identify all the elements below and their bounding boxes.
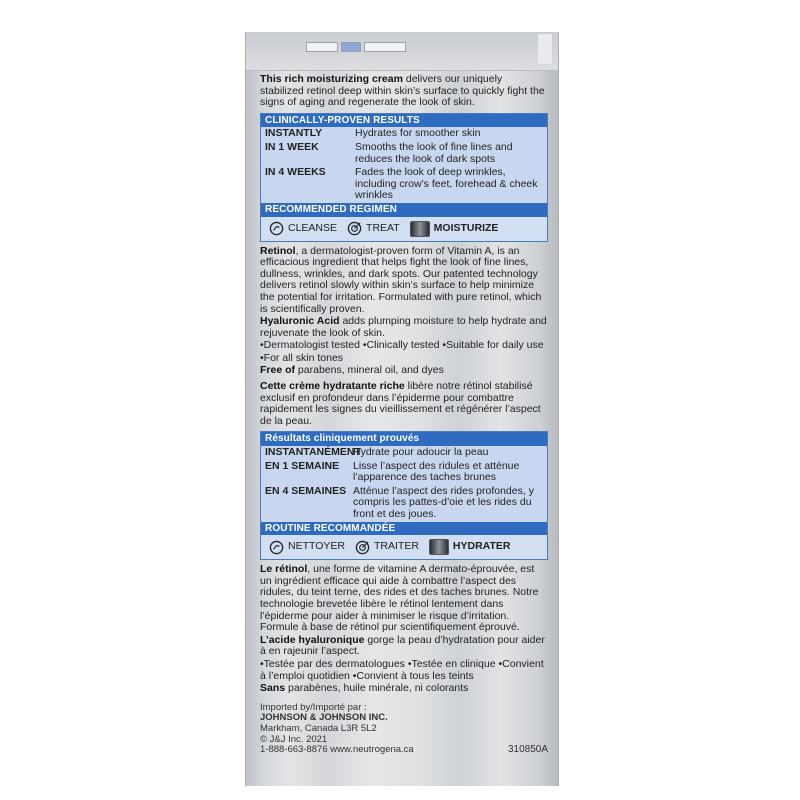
result-row: INSTANTANÉMENT Hydrate pour adoucir la peau bbox=[265, 446, 489, 459]
importer-info bbox=[260, 703, 548, 756]
product-box bbox=[245, 32, 559, 786]
imported-by: Imported by/Importé par : bbox=[260, 701, 367, 713]
step-cleanse: CLEANSE bbox=[269, 221, 337, 236]
print-mark bbox=[364, 42, 406, 52]
jar-icon bbox=[410, 221, 430, 237]
intro-fr: Cette crème hydratante riche libère notre rétinol stabilisé exclusif en profondeur dans l’épiderme pour combattre rapidement les signes du vieillissement et régénérer l’aspect de la peau. bbox=[260, 380, 541, 427]
result-row: EN 4 SEMAINES Atténue l’aspect des rides profondes, y compris les pattes-d’oie et les rides du front et des joues. bbox=[265, 484, 534, 520]
ha-text-en: Hyaluronic Acid adds plumping moisture to help hydrate and rejuvenate the look of skin. bbox=[260, 315, 547, 339]
result-row: INSTANTLY Hydrates for smoother skin bbox=[265, 127, 481, 140]
copyright: © J&J Inc. 2021 bbox=[260, 733, 328, 745]
circle-swirl-icon bbox=[269, 221, 284, 236]
step-treat: TREAT bbox=[347, 221, 400, 236]
free-of-en: Free of parabens, mineral oil, and dyes bbox=[260, 364, 444, 377]
regimen-steps-en bbox=[261, 217, 547, 241]
result-row: IN 1 WEEK Smooths the look of fine lines and reduces the look of dark spots bbox=[265, 140, 513, 165]
company-name: JOHNSON & JOHNSON INC. bbox=[260, 712, 388, 724]
regimen-steps-fr bbox=[261, 535, 547, 559]
free-of-fr: Sans parabènes, huile minérale, ni colorants bbox=[260, 682, 469, 695]
retinol-text-en: Retinol, a dermatologist-proven form of Vitamin A, is an efficacious ingredient that helps fight the look of fine lines, dullness, wrinkles, and dark spots. Our patented technology delivers retinol slowly within skin’s surface to help minimize the potential for irritation. Formulated with pure retinol, which is scientifically proven. bbox=[260, 244, 542, 315]
contact: 1-888-663-8876 www.neutrogena.ca bbox=[260, 744, 414, 756]
box-top-flap bbox=[246, 32, 558, 71]
step-nettoyer: NETTOYER bbox=[269, 540, 345, 555]
bullets-fr: •Testée par des dermatologues •Testée en clinique •Convient à l’emploi quotidien •Convient à tous les teints bbox=[260, 657, 544, 682]
result-row: IN 4 WEEKS Fades the look of deep wrinkles, including crow’s feet, forehead & cheek wrinkles bbox=[265, 166, 538, 202]
label-content bbox=[260, 74, 548, 756]
step-traiter: TRAITER bbox=[355, 540, 419, 555]
color-mark bbox=[341, 42, 361, 52]
box-side-edge bbox=[538, 34, 552, 64]
results-header-fr: Résultats cliniquement prouvés bbox=[261, 432, 547, 446]
step-moisturize: MOISTURIZE bbox=[410, 221, 499, 237]
bullets-en-2: •For all skin tones bbox=[260, 351, 344, 364]
bullets-en-1: •Dermatologist tested •Clinically tested •Suitable for daily use bbox=[260, 339, 544, 352]
jar-icon bbox=[429, 539, 449, 555]
circle-swirl-icon bbox=[269, 540, 284, 555]
ha-text-fr: L’acide hyaluronique gorge la peau d’hydratation pour aider à en rajeunir l’aspect. bbox=[260, 633, 545, 658]
product-code: 310850A bbox=[507, 744, 548, 756]
intro-en: This rich moisturizing cream delivers our uniquely stabilized retinol deep within skin’s surface to quickly fight the signs of aging and regenerate the look of skin. bbox=[260, 73, 545, 109]
target-icon bbox=[355, 540, 370, 555]
results-panel-fr bbox=[260, 431, 548, 560]
results-panel-en bbox=[260, 113, 548, 242]
barcode-mark bbox=[306, 42, 338, 52]
regimen-header-fr: ROUTINE RECOMMANDÉE bbox=[261, 522, 547, 536]
results-header-en: CLINICALLY-PROVEN RESULTS bbox=[261, 114, 547, 128]
address: Markham, Canada L3R 5L2 bbox=[260, 722, 377, 734]
target-icon bbox=[347, 221, 362, 236]
result-row: EN 1 SEMAINE Lisse l’aspect des ridules et atténue l’apparence des taches brunes bbox=[265, 459, 520, 484]
retinol-text-fr: Le rétinol, une forme de vitamine A dermato-éprouvée, est un ingrédient efficace qui aide à combattre l’aspect des ridules, du teint terne, des rides et des taches brunes. Notre technologie brevetée libère le rétinol lentement dans l’épiderme pour aider à minimiser le risque d’irritation. Formule à base de rétinol pur scientifiquement éprouvé. bbox=[260, 563, 539, 634]
step-hydrater: HYDRATER bbox=[429, 539, 511, 555]
regimen-header-en: RECOMMENDED REGIMEN bbox=[261, 203, 547, 217]
